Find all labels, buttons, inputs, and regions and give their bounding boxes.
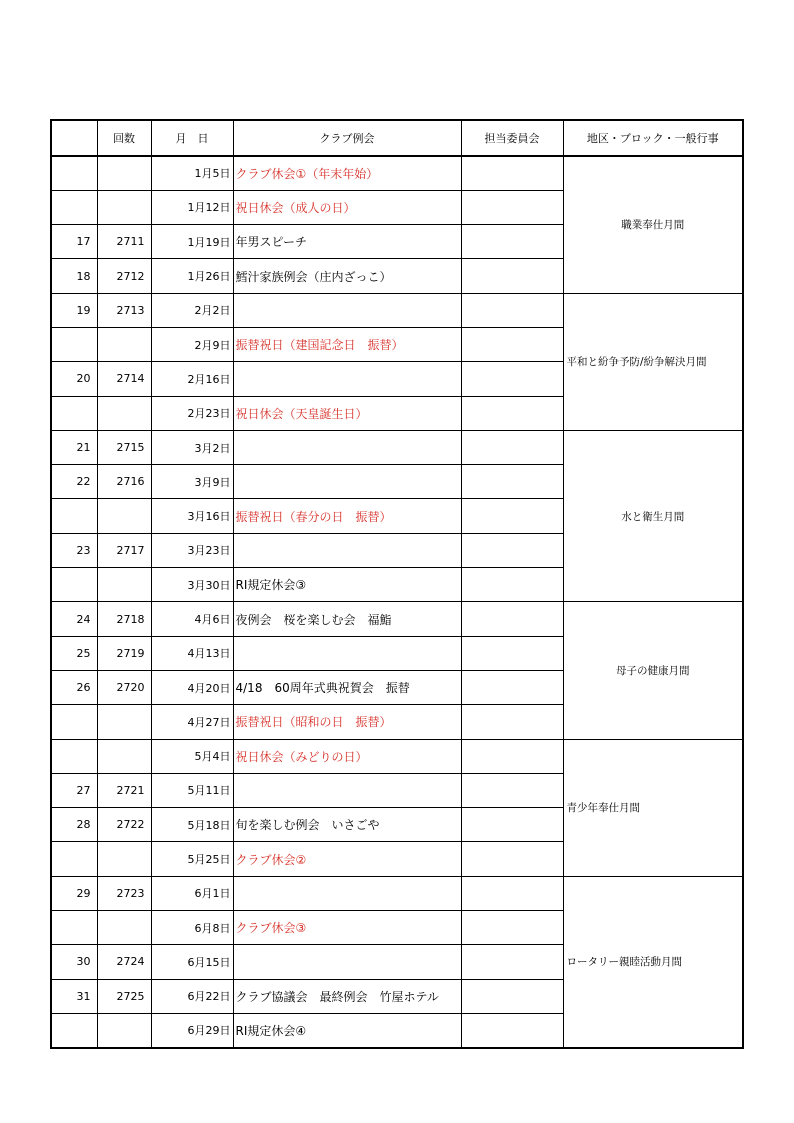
- committee-cell: [461, 156, 563, 190]
- committee-cell: [461, 293, 563, 327]
- club-meeting: RI規定休会④: [233, 1013, 461, 1047]
- club-meeting: RI規定休会③: [233, 568, 461, 602]
- row-number: 30: [51, 945, 97, 979]
- club-meeting: 4/18 60周年式典祝賀会 振替: [233, 670, 461, 704]
- meeting-date: 5月18日: [151, 808, 233, 842]
- table-row: [51, 602, 743, 636]
- club-meeting: [233, 773, 461, 807]
- row-number: 31: [51, 979, 97, 1013]
- committee-cell: [461, 396, 563, 430]
- meeting-date: 3月9日: [151, 465, 233, 499]
- meeting-count: 2712: [97, 259, 151, 293]
- committee-cell: [461, 842, 563, 876]
- club-meeting: クラブ休会①（年末年始）: [233, 156, 461, 190]
- meeting-date: 2月16日: [151, 362, 233, 396]
- committee-cell: [461, 259, 563, 293]
- table-row: [51, 430, 743, 464]
- meeting-date: 1月26日: [151, 259, 233, 293]
- row-number: 22: [51, 465, 97, 499]
- meeting-date: 4月13日: [151, 636, 233, 670]
- club-meeting: 振替祝日（春分の日 振替）: [233, 499, 461, 533]
- header-row: [51, 120, 743, 156]
- club-meeting: 夜例会 桜を楽しむ会 福鮨: [233, 602, 461, 636]
- row-number: 20: [51, 362, 97, 396]
- row-number: [51, 568, 97, 602]
- meeting-date: 2月2日: [151, 293, 233, 327]
- committee-cell: [461, 670, 563, 704]
- meeting-date: 4月27日: [151, 705, 233, 739]
- meeting-count: 2716: [97, 465, 151, 499]
- meeting-count: [97, 911, 151, 945]
- row-number: 26: [51, 670, 97, 704]
- row-number: 21: [51, 430, 97, 464]
- table-row: [51, 876, 743, 910]
- row-number: 18: [51, 259, 97, 293]
- meeting-date: 6月29日: [151, 1013, 233, 1047]
- committee-cell: [461, 430, 563, 464]
- row-number: [51, 705, 97, 739]
- meeting-count: 2717: [97, 533, 151, 567]
- header-club-meeting: クラブ例会: [233, 120, 461, 156]
- row-number: [51, 499, 97, 533]
- meeting-date: 4月20日: [151, 670, 233, 704]
- club-meeting: 振替祝日（建国記念日 振替）: [233, 327, 461, 361]
- club-meeting: 祝日休会（みどりの日）: [233, 739, 461, 773]
- club-meeting: 祝日休会（成人の日）: [233, 190, 461, 224]
- meeting-date: 6月8日: [151, 911, 233, 945]
- meeting-count: 2722: [97, 808, 151, 842]
- row-number: 24: [51, 602, 97, 636]
- club-meeting: [233, 430, 461, 464]
- table-row: [51, 739, 743, 773]
- meeting-count: [97, 705, 151, 739]
- district-event: 母子の健康月間: [563, 602, 743, 739]
- meeting-date: 1月19日: [151, 225, 233, 259]
- committee-cell: [461, 739, 563, 773]
- meeting-count: [97, 842, 151, 876]
- meeting-count: [97, 156, 151, 190]
- district-event: 職業奉仕月間: [563, 156, 743, 293]
- meeting-count: 2719: [97, 636, 151, 670]
- committee-cell: [461, 911, 563, 945]
- meeting-date: 1月5日: [151, 156, 233, 190]
- meeting-date: 5月25日: [151, 842, 233, 876]
- meeting-count: 2714: [97, 362, 151, 396]
- committee-cell: [461, 808, 563, 842]
- row-number: [51, 911, 97, 945]
- committee-cell: [461, 568, 563, 602]
- committee-cell: [461, 499, 563, 533]
- club-meeting: [233, 876, 461, 910]
- committee-cell: [461, 705, 563, 739]
- district-event: 平和と紛争予防/紛争解決月間: [563, 293, 743, 430]
- committee-cell: [461, 190, 563, 224]
- committee-cell: [461, 945, 563, 979]
- club-meeting: 祝日休会（天皇誕生日）: [233, 396, 461, 430]
- meeting-count: [97, 1013, 151, 1047]
- row-number: 25: [51, 636, 97, 670]
- club-meeting: クラブ休会③: [233, 911, 461, 945]
- row-number: [51, 327, 97, 361]
- meeting-date: 3月16日: [151, 499, 233, 533]
- club-meeting: [233, 465, 461, 499]
- district-event: ロータリー親睦活動月間: [563, 876, 743, 1047]
- committee-cell: [461, 225, 563, 259]
- meeting-date: 6月1日: [151, 876, 233, 910]
- club-meeting: クラブ休会②: [233, 842, 461, 876]
- committee-cell: [461, 602, 563, 636]
- meeting-date: 4月6日: [151, 602, 233, 636]
- meeting-count: 2713: [97, 293, 151, 327]
- committee-cell: [461, 773, 563, 807]
- row-number: [51, 1013, 97, 1047]
- header-date: 月 日: [151, 120, 233, 156]
- club-meeting: [233, 533, 461, 567]
- committee-cell: [461, 979, 563, 1013]
- committee-cell: [461, 362, 563, 396]
- meeting-count: [97, 499, 151, 533]
- header-count: 回数: [97, 120, 151, 156]
- table-row: [51, 156, 743, 190]
- committee-cell: [461, 876, 563, 910]
- meeting-date: 3月30日: [151, 568, 233, 602]
- row-number: 17: [51, 225, 97, 259]
- meeting-date: 6月15日: [151, 945, 233, 979]
- meeting-date: 2月23日: [151, 396, 233, 430]
- header-number: [51, 120, 97, 156]
- row-number: [51, 156, 97, 190]
- club-meeting: 振替祝日（昭和の日 振替）: [233, 705, 461, 739]
- meeting-date: 2月9日: [151, 327, 233, 361]
- meeting-count: 2721: [97, 773, 151, 807]
- meeting-count: [97, 396, 151, 430]
- committee-cell: [461, 327, 563, 361]
- row-number: 29: [51, 876, 97, 910]
- committee-cell: [461, 533, 563, 567]
- club-meeting: [233, 636, 461, 670]
- row-number: [51, 396, 97, 430]
- header-committee: 担当委員会: [461, 120, 563, 156]
- meeting-count: 2725: [97, 979, 151, 1013]
- header-district-events: 地区・ブロック・一般行事: [563, 120, 743, 156]
- club-meeting: [233, 945, 461, 979]
- meeting-date: 5月4日: [151, 739, 233, 773]
- meeting-count: [97, 739, 151, 773]
- meeting-count: 2723: [97, 876, 151, 910]
- meeting-count: 2715: [97, 430, 151, 464]
- schedule-body: [51, 156, 743, 1048]
- row-number: 27: [51, 773, 97, 807]
- committee-cell: [461, 636, 563, 670]
- meeting-date: 3月23日: [151, 533, 233, 567]
- meeting-date: 6月22日: [151, 979, 233, 1013]
- meeting-date: 3月2日: [151, 430, 233, 464]
- meeting-count: [97, 568, 151, 602]
- row-number: 23: [51, 533, 97, 567]
- club-meeting: 旬を楽しむ例会 いさごや: [233, 808, 461, 842]
- district-event: 青少年奉仕月間: [563, 739, 743, 876]
- committee-cell: [461, 1013, 563, 1047]
- club-meeting: [233, 362, 461, 396]
- row-number: [51, 190, 97, 224]
- committee-cell: [461, 465, 563, 499]
- row-number: [51, 842, 97, 876]
- club-meeting: [233, 293, 461, 327]
- meeting-count: 2711: [97, 225, 151, 259]
- table-row: [51, 293, 743, 327]
- row-number: 19: [51, 293, 97, 327]
- row-number: 28: [51, 808, 97, 842]
- meeting-count: [97, 327, 151, 361]
- club-meeting: クラブ協議会 最終例会 竹屋ホテル: [233, 979, 461, 1013]
- row-number: [51, 739, 97, 773]
- meeting-count: 2724: [97, 945, 151, 979]
- club-meeting: 年男スピーチ: [233, 225, 461, 259]
- schedule-table: [50, 119, 744, 1049]
- meeting-date: 5月11日: [151, 773, 233, 807]
- meeting-count: [97, 190, 151, 224]
- meeting-count: 2720: [97, 670, 151, 704]
- district-event: 水と衛生月間: [563, 430, 743, 601]
- meeting-count: 2718: [97, 602, 151, 636]
- meeting-date: 1月12日: [151, 190, 233, 224]
- club-meeting: 鱈汁家族例会（庄内ざっこ）: [233, 259, 461, 293]
